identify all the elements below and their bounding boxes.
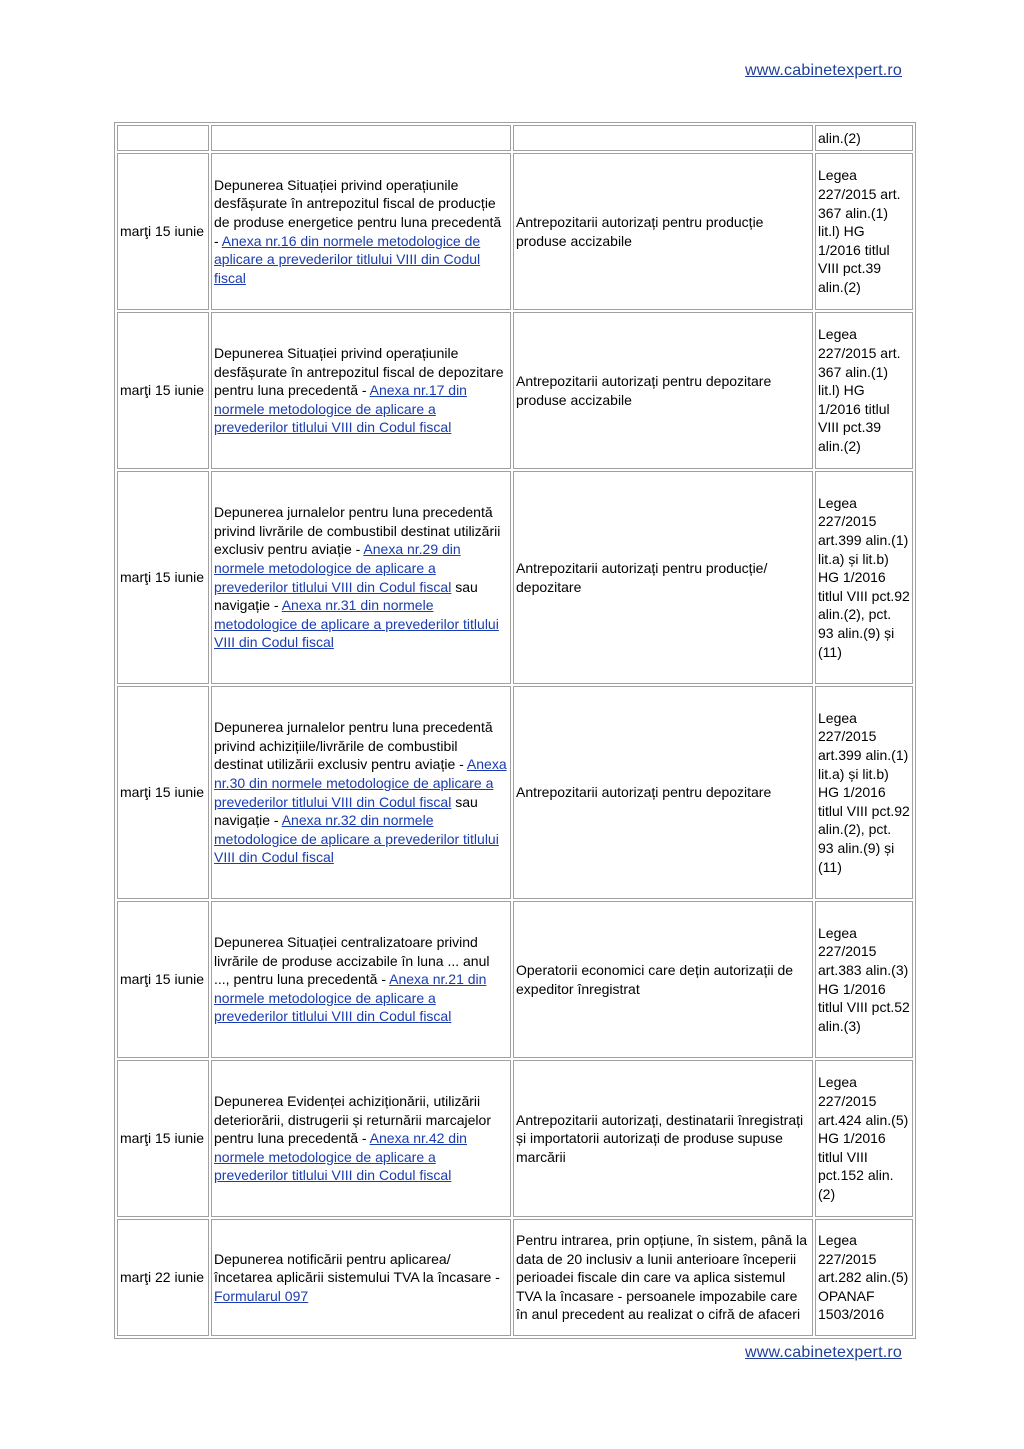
footer-site-link[interactable]: www.cabinetexpert.ro bbox=[745, 1344, 902, 1361]
description-cell bbox=[211, 471, 511, 684]
date-cell: marţi 15 iunie bbox=[117, 153, 209, 310]
legal-basis-cell: Legea 227/2015 art. 367 alin.(1) lit.l) HG 1/2016 titlul VIII pct.39 alin.(2) bbox=[815, 153, 913, 310]
description-text: Depunerea Situației privind operațiunile desfășurate în antrepozitul fiscal de producție de produse energetice pentru luna precedentă - bbox=[214, 176, 502, 249]
taxpayer-cell: Pentru intrarea, prin opțiune, în sistem, până la data de 20 inclusiv a lunii anterioare începerii perioadei fiscale din care va aplica sistemul TVA la încasare - persoanele impozabile care în anul precedent au realizat o cifră de afaceri bbox=[513, 1219, 813, 1336]
date-cell: marţi 15 iunie bbox=[117, 901, 209, 1058]
description-cell bbox=[211, 686, 511, 899]
description-cell bbox=[211, 153, 511, 310]
description-text: Depunerea notificării pentru aplicarea/încetarea aplicării sistemului TVA la încasare - bbox=[214, 1250, 500, 1286]
description-cell bbox=[211, 1060, 511, 1217]
legal-basis-cell: Legea 227/2015 art.399 alin.(1) lit.a) și lit.b) HG 1/2016 titlul VIII pct.92 alin.(2), pct. 93 alin.(9) și (11) bbox=[815, 686, 913, 899]
table-row bbox=[117, 153, 913, 310]
table-row bbox=[117, 686, 913, 899]
legal-basis-cell: Legea 227/2015 art.383 alin.(3) HG 1/2016 titlul VIII pct.52 alin.(3) bbox=[815, 901, 913, 1058]
date-cell: marţi 22 iunie bbox=[117, 1219, 209, 1336]
table-row bbox=[117, 471, 913, 684]
date-cell: marţi 15 iunie bbox=[117, 312, 209, 469]
header-site-link[interactable]: www.cabinetexpert.ro bbox=[745, 62, 902, 79]
annex-link[interactable]: Anexa nr.16 din normele metodologice de aplicare a prevederilor titlului VIII din Codul fiscal bbox=[214, 232, 481, 286]
description-cell bbox=[211, 125, 511, 151]
annex-link[interactable]: Anexa nr.17 din normele metodologice de aplicare a prevederilor titlului VIII din Codul fiscal bbox=[214, 382, 467, 436]
table-row bbox=[117, 901, 913, 1058]
annex-link[interactable]: Anexa nr.42 din normele metodologice de aplicare a prevederilor titlului VIII din Codul fiscal bbox=[214, 1130, 467, 1184]
description-text: Depunerea Situației centralizatoare privind livrările de produse accizabile în luna ... anul ..., pentru luna precedentă - bbox=[214, 934, 490, 988]
table-row bbox=[117, 1219, 913, 1336]
legal-basis-cell: Legea 227/2015 art.399 alin.(1) lit.a) și lit.b) HG 1/2016 titlul VIII pct.92 alin.(2), pct. 93 alin.(9) și (11) bbox=[815, 471, 913, 684]
taxpayer-cell bbox=[513, 125, 813, 151]
date-cell: marţi 15 iunie bbox=[117, 471, 209, 684]
taxpayer-cell: Antrepozitarii autorizați pentru producție produse accizabile bbox=[513, 153, 813, 310]
taxpayer-cell: Antrepozitarii autorizați pentru depozitare bbox=[513, 686, 813, 899]
description-text: Depunerea Evidenței achiziționării, utilizării deteriorării, distrugerii și returnării marcajelor pentru luna precedentă - bbox=[214, 1093, 491, 1147]
annex-link[interactable]: Formularul 097 bbox=[214, 1287, 309, 1304]
legal-basis-cell: Legea 227/2015 art.424 alin.(5) HG 1/2016 titlul VIII pct.152 alin.(2) bbox=[815, 1060, 913, 1217]
table-row bbox=[117, 312, 913, 469]
date-cell bbox=[117, 125, 209, 151]
legal-basis-cell: Legea 227/2015 art.282 alin.(5) OPANAF 1503/2016 bbox=[815, 1219, 913, 1336]
legal-basis-cell: alin.(2) bbox=[815, 125, 913, 151]
description-text: Depunerea jurnalelor pentru luna precedentă privind livrările de combustibil destinat utilizării exclusiv pentru aviație - bbox=[214, 504, 501, 558]
description-text-2: sau navigație - bbox=[214, 578, 478, 614]
taxpayer-cell: Antrepozitarii autorizați, destinatarii înregistrați și importatorii autorizați de produse supuse marcării bbox=[513, 1060, 813, 1217]
annex-link[interactable]: Anexa nr.29 din normele metodologice de aplicare a prevederilor titlului VIII din Codul fiscal bbox=[214, 541, 461, 595]
description-cell bbox=[211, 312, 511, 469]
description-text: Depunerea Situației privind operațiunile desfășurate în antrepozitul fiscal de depozitare pentru luna precedentă - bbox=[214, 345, 504, 399]
continuation-row bbox=[117, 125, 913, 151]
description-cell bbox=[211, 901, 511, 1058]
table-row bbox=[117, 1060, 913, 1217]
fiscal-calendar-table bbox=[114, 122, 916, 1339]
annex-link-2[interactable]: Anexa nr.32 din normele metodologice de aplicare a prevederilor titlului VIII din Codul fiscal bbox=[214, 812, 499, 866]
taxpayer-cell: Operatorii economici care dețin autorizații de expeditor înregistrat bbox=[513, 901, 813, 1058]
description-cell bbox=[211, 1219, 511, 1336]
annex-link-2[interactable]: Anexa nr.31 din normele metodologice de aplicare a prevederilor titlului VIII din Codul fiscal bbox=[214, 597, 499, 651]
description-text-2: sau navigație - bbox=[214, 793, 478, 829]
annex-link[interactable]: Anexa nr.30 din normele metodologice de aplicare a prevederilor titlului VIII din Codul fiscal bbox=[214, 756, 507, 810]
annex-link[interactable]: Anexa nr.21 din normele metodologice de aplicare a prevederilor titlului VIII din Codul fiscal bbox=[214, 971, 487, 1025]
date-cell: marţi 15 iunie bbox=[117, 686, 209, 899]
description-text: Depunerea jurnalelor pentru luna precedentă privind achizițiile/livrările de combustibil destinat utilizării exclusiv pentru aviație - bbox=[214, 719, 493, 773]
taxpayer-cell: Antrepozitarii autorizați pentru producție/ depozitare bbox=[513, 471, 813, 684]
legal-basis-cell: Legea 227/2015 art. 367 alin.(1) lit.l) HG 1/2016 titlul VIII pct.39 alin.(2) bbox=[815, 312, 913, 469]
date-cell: marţi 15 iunie bbox=[117, 1060, 209, 1217]
taxpayer-cell: Antrepozitarii autorizați pentru depozitare produse accizabile bbox=[513, 312, 813, 469]
